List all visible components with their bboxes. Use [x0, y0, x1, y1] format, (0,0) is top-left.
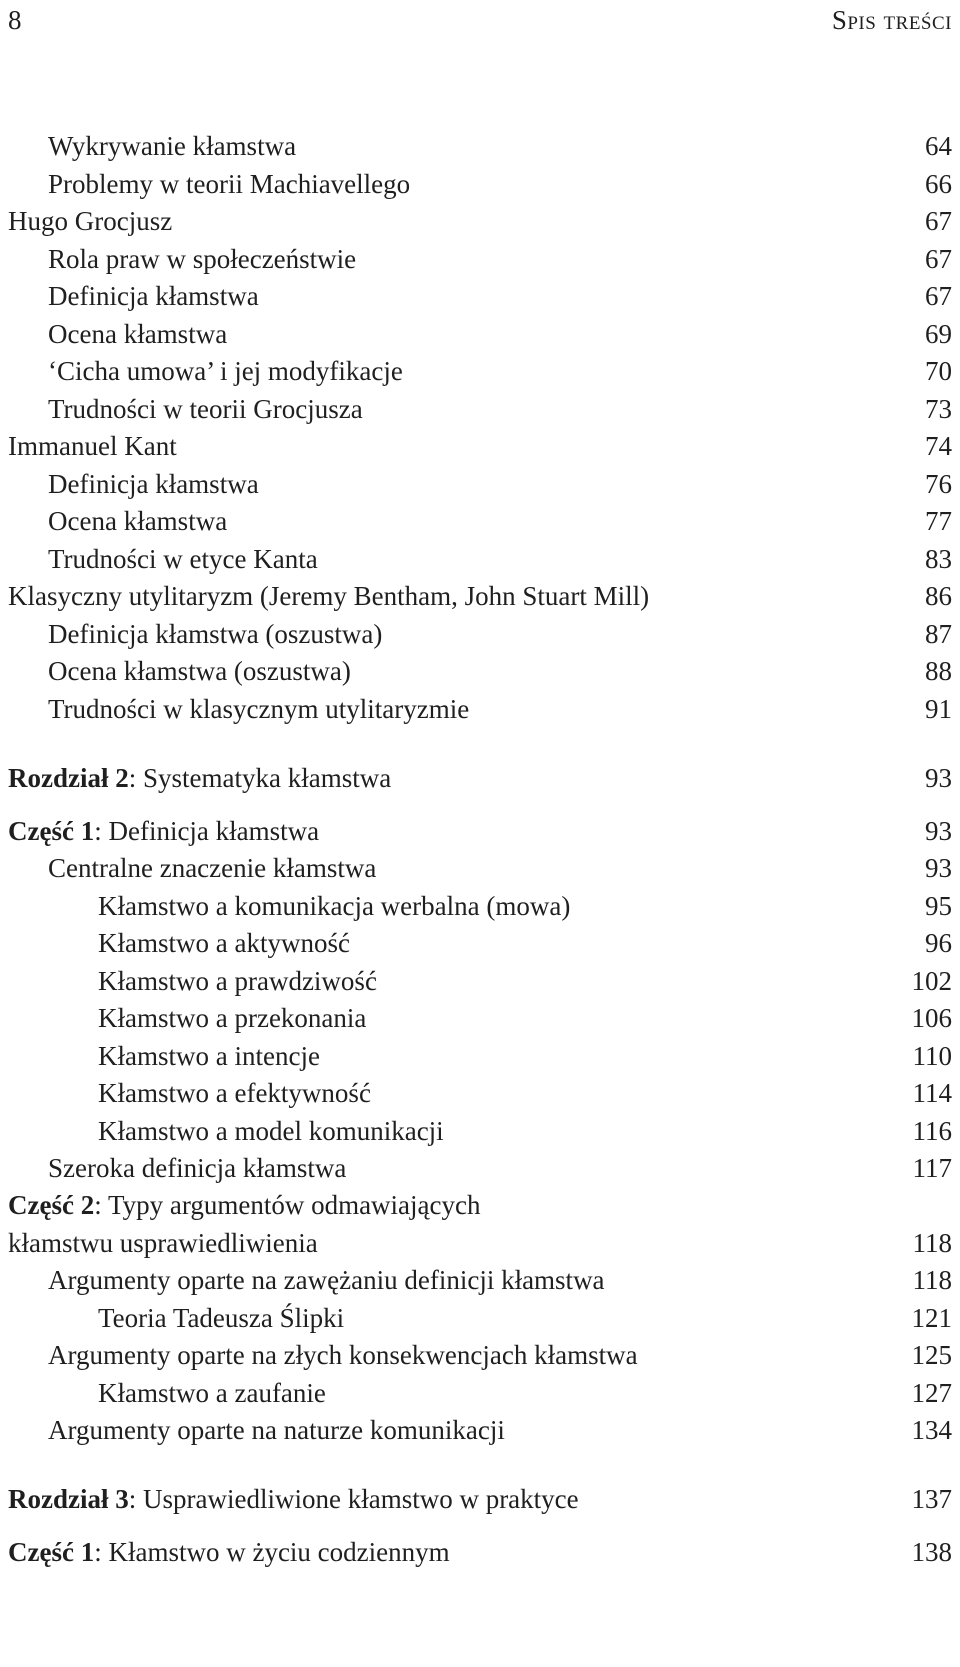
toc-entry-title — [8, 1532, 450, 1572]
toc-entry — [8, 886, 952, 926]
toc-entry-title: Definicja kłamstwa — [48, 469, 259, 499]
part-label: Część 1 — [8, 1537, 95, 1567]
toc-entry — [8, 389, 952, 429]
toc-entry-title: Definicja kłamstwa (oszustwa) — [48, 619, 383, 649]
toc-entry — [8, 201, 952, 241]
toc-entry — [8, 314, 952, 354]
toc-entry-title: Kłamstwo a efektywność — [98, 1078, 371, 1108]
toc-entry-page: 106 — [911, 1003, 952, 1033]
toc-entry-page: 76 — [925, 469, 952, 499]
toc-entry-page: 77 — [925, 506, 952, 536]
toc-entry-title: Ocena kłamstwa (oszustwa) — [48, 656, 351, 686]
toc-entry-page: 64 — [925, 131, 952, 161]
running-head: Spis treści — [831, 5, 952, 35]
toc-entry-title — [8, 1185, 481, 1225]
toc-entry-title: Kłamstwo a przekonania — [98, 1003, 367, 1033]
toc-entry-title: Argumenty oparte na złych konsekwencjach kłamstwa — [48, 1340, 638, 1370]
toc-entry-page: 70 — [925, 356, 952, 386]
toc-entry — [8, 689, 952, 729]
toc-entry-page: 93 — [925, 763, 952, 793]
part-title: : Typy argumentów odmawiających — [94, 1190, 481, 1220]
toc-part-entry — [8, 1185, 952, 1225]
toc-entry — [8, 614, 952, 654]
toc-entry-page: 110 — [912, 1041, 952, 1071]
toc-entry — [8, 1073, 952, 1113]
toc-entry-page: 67 — [925, 206, 952, 236]
chapter-label: Rozdział 3 — [8, 1484, 129, 1514]
toc-entry-title — [8, 811, 319, 851]
toc-entry-title: Argumenty oparte na zawężaniu definicji kłamstwa — [48, 1265, 605, 1295]
toc-entry — [8, 126, 952, 166]
toc-entry-title: Trudności w etyce Kanta — [48, 544, 318, 574]
toc-entry-page: 67 — [925, 281, 952, 311]
toc-entry — [8, 1335, 952, 1375]
toc-entry — [8, 1036, 952, 1076]
toc-entry-title: Trudności w teorii Grocjusza — [48, 394, 363, 424]
toc-entry-page: 83 — [925, 544, 952, 574]
toc-entry — [8, 1111, 952, 1151]
page-header — [8, 0, 952, 40]
toc-entry-title: Argumenty oparte na naturze komunikacji — [48, 1415, 505, 1445]
toc-chapter-entry — [8, 758, 952, 798]
toc-entry-title: Ocena kłamstwa — [48, 506, 228, 536]
toc-entry — [8, 961, 952, 1001]
toc-entry-title: ‘Cicha umowa’ i jej modyfikacje — [48, 356, 403, 386]
toc-entry-page: 66 — [925, 169, 952, 199]
toc-entry — [8, 1298, 952, 1338]
toc-entry-page: 117 — [912, 1153, 952, 1183]
toc-entry-title: Hugo Grocjusz — [8, 206, 173, 236]
toc-entry-page: 86 — [925, 581, 952, 611]
toc-entry-title: Ocena kłamstwa — [48, 319, 228, 349]
toc-entry — [8, 501, 952, 541]
part-label: Część 2 — [8, 1190, 95, 1220]
toc-entry — [8, 426, 952, 466]
toc-entry-page: 91 — [925, 694, 952, 724]
toc-entry — [8, 464, 952, 504]
toc-entry — [8, 539, 952, 579]
toc-entry-title: Definicja kłamstwa — [48, 281, 259, 311]
toc-entry-page: 118 — [912, 1265, 952, 1295]
toc-entry — [8, 576, 952, 616]
toc-entry-title: Problemy w teorii Machiavellego — [48, 169, 411, 199]
toc-entry — [8, 998, 952, 1038]
toc-entry — [8, 164, 952, 204]
toc-entry — [8, 1373, 952, 1413]
toc-entry-title: Wykrywanie kłamstwa — [48, 131, 297, 161]
toc-entry — [8, 1410, 952, 1450]
toc-entry — [8, 276, 952, 316]
toc-entry-page: 118 — [912, 1228, 952, 1258]
toc-part-entry — [8, 811, 952, 851]
toc-entry-title: kłamstwu usprawiedliwienia — [8, 1228, 318, 1258]
toc-entry-page: 95 — [925, 891, 952, 921]
toc-entry-title: Szeroka definicja kłamstwa — [48, 1153, 347, 1183]
toc-entry-title: Kłamstwo a zaufanie — [98, 1378, 326, 1408]
toc-entry-page: 134 — [911, 1415, 952, 1445]
toc-entry-title: Rola praw w społeczeństwie — [48, 244, 357, 274]
toc-entry-page: 116 — [912, 1116, 952, 1146]
toc-entry-page: 67 — [925, 244, 952, 274]
toc-entry-title: Kłamstwo a intencje — [98, 1041, 320, 1071]
toc-entry — [8, 651, 952, 691]
toc-entry-page: 88 — [925, 656, 952, 686]
toc-entry-title: Trudności w klasycznym utylitaryzmie — [48, 694, 470, 724]
toc-entry-title: Kłamstwo a aktywność — [98, 928, 350, 958]
toc-part-entry — [8, 1532, 952, 1572]
toc-entry-title: Kłamstwo a komunikacja werbalna (mowa) — [98, 891, 571, 921]
toc-entry-page: 96 — [925, 928, 952, 958]
toc-entry-page: 138 — [911, 1537, 952, 1567]
toc-chapter-entry — [8, 1479, 952, 1519]
toc-entry-title: Immanuel Kant — [8, 431, 177, 461]
toc-entry-page: 125 — [911, 1340, 952, 1370]
toc-entry-title: Teoria Tadeusza Ślipki — [98, 1303, 345, 1333]
toc-entry-title — [8, 1479, 579, 1519]
toc-entry-page: 87 — [925, 619, 952, 649]
toc-entry-page: 127 — [911, 1378, 952, 1408]
toc-entry — [8, 1148, 952, 1188]
toc-entry-title — [8, 758, 391, 798]
toc-entry-page: 121 — [911, 1303, 952, 1333]
toc-entry-title: Centralne znaczenie kłamstwa — [48, 853, 377, 883]
toc-entry-title: Kłamstwo a prawdziwość — [98, 966, 377, 996]
chapter-title: : Systematyka kłamstwa — [128, 763, 392, 793]
part-title: : Definicja kłamstwa — [94, 816, 320, 846]
chapter-title: : Usprawiedliwione kłamstwo w praktyce — [128, 1484, 579, 1514]
toc-entry-page: 73 — [925, 394, 952, 424]
page-number: 8 — [8, 5, 22, 35]
part-title: : Kłamstwo w życiu codziennym — [94, 1537, 450, 1567]
toc-entry — [8, 848, 952, 888]
toc-entry-continuation — [8, 1223, 952, 1263]
toc-entry — [8, 351, 952, 391]
toc-entry-title: Kłamstwo a model komunikacji — [98, 1116, 444, 1146]
toc-entry-page: 114 — [912, 1078, 952, 1108]
toc-entry-page: 93 — [925, 816, 952, 846]
toc-entry-page: 93 — [925, 853, 952, 883]
toc-entry-page: 74 — [925, 431, 952, 461]
toc-entry — [8, 1260, 952, 1300]
chapter-label: Rozdział 2 — [8, 763, 129, 793]
toc-entry-page: 102 — [911, 966, 952, 996]
part-label: Część 1 — [8, 816, 95, 846]
toc-entry-page: 137 — [911, 1484, 952, 1514]
toc-entry — [8, 239, 952, 279]
toc-entry — [8, 923, 952, 963]
toc-entry-page: 69 — [925, 319, 952, 349]
toc-entry-title: Klasyczny utylitaryzm (Jeremy Bentham, John Stuart Mill) — [8, 581, 650, 611]
